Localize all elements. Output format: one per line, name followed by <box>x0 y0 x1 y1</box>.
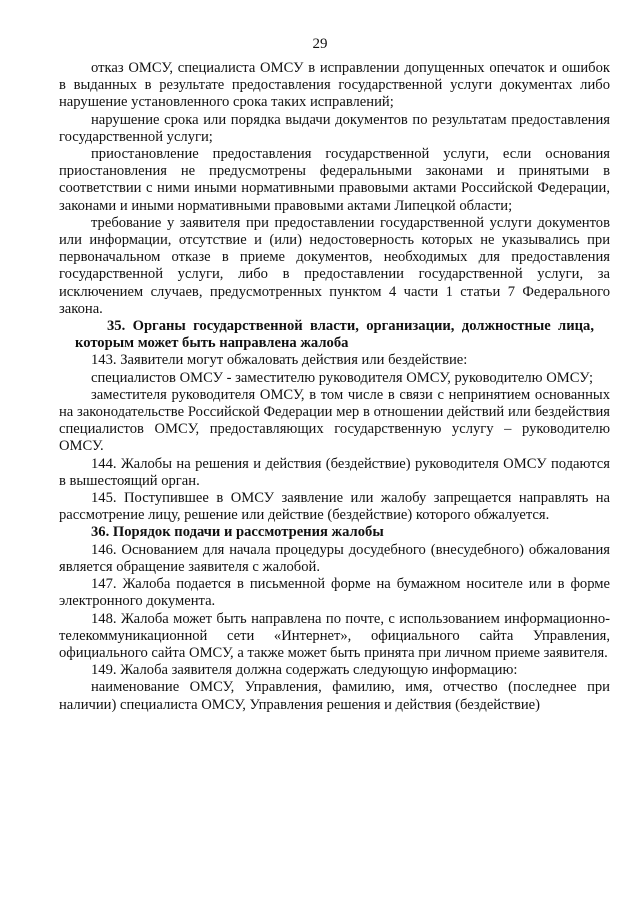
paragraph: требование у заявителя при предоставлении государственной услуги документов или информации, отсутствие и (или) недостоверность которых не указывались при первоначальном отказе в приеме документов, необходимых для предоставления государственной услуги, либо в предоставлении государственной услуги, за исключением случаев, предусмотренных пунктом 4 части 1 статьи 7 Федерального закона. <box>59 214 610 317</box>
paragraph: приостановление предоставления государственной услуги, если основания приостановления не предусмотрены федеральными законами и принятыми в соответствии с ними иными нормативными правовыми актами Российской Федерации, законами и иными нормативными правовыми актами Липецкой области; <box>59 146 610 214</box>
paragraph: заместителя руководителя ОМСУ, в том числе в связи с непринятием основанных на законодательстве Российской Федерации мер в отношении действий или бездействия специалистов ОМСУ, предоставляющих государственную услугу – руководителю ОМСУ. <box>59 386 610 455</box>
paragraph: специалистов ОМСУ - заместителю руководителя ОМСУ, руководителю ОМСУ; <box>91 369 594 386</box>
paragraph: 145. Поступившее в ОМСУ заявление или жалобу запрещается направлять на рассмотрение лицу, решение или действие (бездействие) которого обжалуется. <box>59 490 610 524</box>
paragraph: нарушение срока или порядка выдачи документов по результатам предоставления государственной услуги; <box>59 111 610 145</box>
section-heading-35: 35. Органы государственной власти, организации, должностные лица, которым может быть направлена жалоба <box>75 318 594 352</box>
paragraph: 148. Жалоба может быть направлена по почте, с использованием информационно-телекоммуникационной сети «Интернет», официального сайта Управления, официального сайта ОМСУ, а также может быть принята при личном приеме заявителя. <box>59 610 610 661</box>
paragraph: наименование ОМСУ, Управления, фамилию, имя, отчество (последнее при наличии) специалиста ОМСУ, Управления решения и действия (бездействие) <box>59 679 610 713</box>
paragraph: 143. Заявители могут обжаловать действия или бездействие: <box>91 352 468 369</box>
page-number: 29 <box>312 36 328 52</box>
document-body <box>59 60 610 714</box>
paragraph: отказ ОМСУ, специалиста ОМСУ в исправлении допущенных опечаток и ошибок в выданных в результате предоставления государственной услуги документах либо нарушение установленного срока таких исправлений; <box>59 60 610 111</box>
paragraph: 144. Жалобы на решения и действия (бездействие) руководителя ОМСУ подаются в вышестоящий орган. <box>59 455 610 489</box>
paragraph: 147. Жалоба подается в письменной форме на бумажном носителе или в форме электронного документа. <box>59 576 610 610</box>
paragraph: 149. Жалоба заявителя должна содержать следующую информацию: <box>91 662 518 679</box>
section-heading-36: 36. Порядок подачи и рассмотрения жалобы <box>91 524 384 541</box>
paragraph: 146. Основанием для начала процедуры досудебного (внесудебного) обжалования является обращение заявителя с жалобой. <box>59 541 610 575</box>
